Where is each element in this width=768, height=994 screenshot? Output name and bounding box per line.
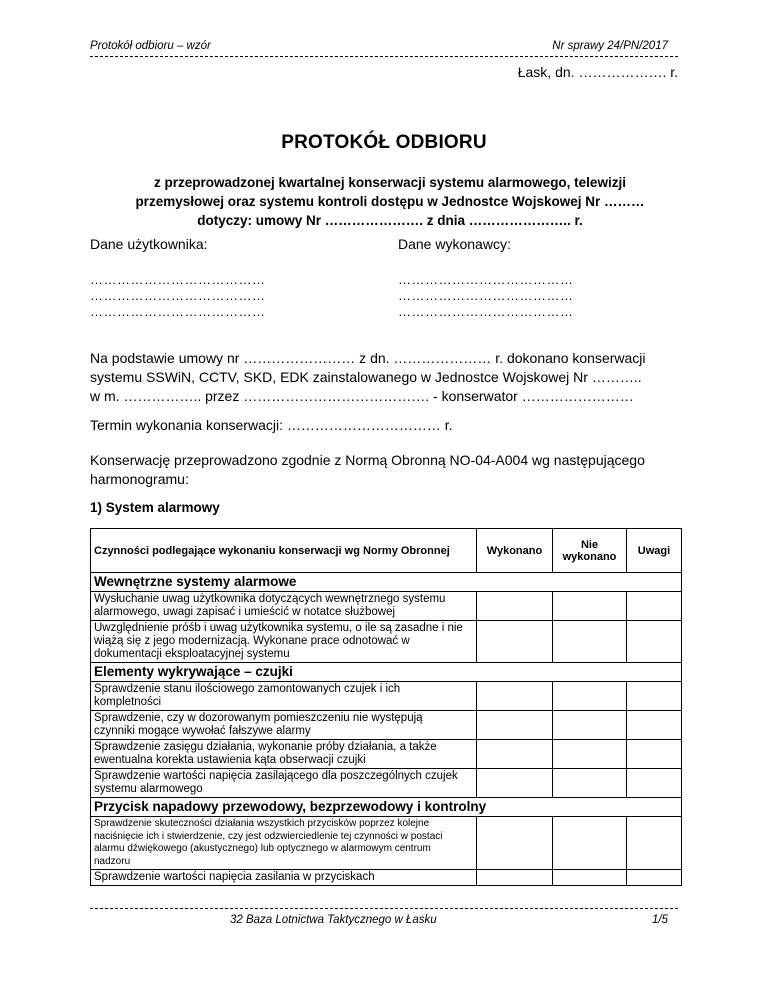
done-cell[interactable]: [477, 592, 553, 621]
done-column-header: Wykonano: [477, 529, 553, 573]
group-title: Przycisk napadowy przewodowy, bezprzewodowy i kontrolny: [91, 798, 682, 817]
contractor-data-fields: [398, 272, 574, 320]
activity-text-line: Wysłuchanie uwag użytkownika dotyczących wewnętrznego systemu: [94, 593, 446, 605]
activity-text-line: naciśnięcie ich i stwierdzenie, czy jest odzwierciedlenie tej czynności w postaci: [94, 830, 443, 842]
done-cell[interactable]: [477, 740, 553, 769]
contractor-data-line: …………………………………: [398, 288, 574, 303]
activity-text-line: alarmu dźwiękowego (akustycznego) lub optycznego w alarmowym centrum: [94, 843, 431, 854]
user-data-line: …………………………………: [90, 288, 266, 303]
table-row: [91, 740, 682, 769]
footer-organization: 32 Baza Lotnictwa Taktycznego w Łasku: [230, 914, 437, 926]
not-done-cell[interactable]: [553, 769, 627, 798]
table-row: [91, 711, 682, 740]
basis-line-1: Na podstawie umowy nr …………………… z dn. ………………… r. dokonano konserwacji: [90, 350, 646, 366]
activity-text-line: Sprawdzenie skuteczności działania wszystkich przycisków poprzez kolejne: [94, 818, 430, 829]
activity-cell: [91, 740, 477, 769]
done-cell[interactable]: [477, 711, 553, 740]
table-row: [91, 817, 682, 870]
activity-text-line: Sprawdzenie wartości napięcia zasilania w przyciskach: [94, 871, 375, 883]
notes-cell[interactable]: [627, 711, 682, 740]
notes-cell[interactable]: [627, 682, 682, 711]
activity-cell: [91, 769, 477, 798]
subtitle-line-1: z przeprowadzonej kwartalnej konserwacji systemu alarmowego, telewizji: [154, 175, 626, 190]
activity-text-line: Uwzględnienie próśb i uwag użytkownika systemu, o ile są zasadne i nie: [94, 622, 463, 634]
not-done-cell[interactable]: [553, 711, 627, 740]
table-row: [91, 592, 682, 621]
notes-column-header: Uwagi: [627, 529, 682, 573]
group-row: [91, 663, 682, 682]
not-done-header-line: Nie: [580, 538, 599, 551]
activity-text-line: alarmowego, uwagi zapisać i umieścić w notatce służbowej: [94, 606, 396, 618]
activity-text-line: ewentualna korekta ustawienia kąta obserwacji czujki: [94, 754, 366, 766]
notes-cell[interactable]: [627, 621, 682, 663]
activity-cell: [91, 592, 477, 621]
notes-cell[interactable]: [627, 870, 682, 886]
done-cell[interactable]: [477, 682, 553, 711]
notes-cell[interactable]: [627, 769, 682, 798]
header-left: Protokół odbioru – wzór: [90, 40, 211, 52]
contractor-data-line: …………………………………: [398, 304, 574, 319]
notes-cell[interactable]: [627, 740, 682, 769]
basis-paragraph: [90, 349, 690, 406]
activity-text-line: nadzoru: [94, 855, 131, 867]
activity-text-line: kompletności: [94, 696, 162, 708]
table-row: [91, 621, 682, 663]
footer-page-number: 1/5: [652, 914, 668, 926]
subtitle-line-3: dotyczy: umowy Nr …………………. z dnia ………………….. r.: [197, 213, 583, 228]
activity-text-line: dokumentacji eksploatacyjnej systemu: [94, 648, 290, 660]
group-row: [91, 573, 682, 592]
activity-text-line: wiążą się z jego modernizacją. Wykonane prace odnotować w: [94, 635, 410, 647]
not-done-cell[interactable]: [553, 621, 627, 663]
contractor-data-label: Dane wykonawcy:: [398, 236, 511, 252]
section-title: 1) System alarmowy: [90, 500, 220, 515]
done-cell[interactable]: [477, 621, 553, 663]
header-divider: [90, 56, 678, 57]
not-done-cell[interactable]: [553, 592, 627, 621]
subtitle-line-2: przemysłowej oraz systemu kontroli dostępu w Jednostce Wojskowej Nr ………: [135, 194, 645, 209]
maintenance-table: [90, 528, 682, 886]
not-done-header-line: wykonano: [562, 550, 617, 563]
date-line: Łask, dn. ………………. r.: [517, 64, 678, 80]
group-title: Elementy wykrywające – czujki: [91, 663, 682, 682]
not-done-cell[interactable]: [553, 740, 627, 769]
user-data-label: Dane użytkownika:: [90, 236, 208, 252]
group-row: [91, 798, 682, 817]
activity-cell: [91, 817, 477, 870]
user-data-fields: [90, 272, 266, 320]
schedule-line-1: Konserwację przeprowadzono zgodnie z Normą Obronną NO-04-A004 wg następującego: [90, 452, 645, 468]
not-done-column-header: [553, 529, 627, 573]
done-cell[interactable]: [477, 769, 553, 798]
table-row: [91, 870, 682, 886]
activity-text-line: systemu alarmowego: [94, 783, 203, 795]
activities-column-header: Czynności podlegające wykonaniu konserwacji wg Normy Obronnej: [91, 529, 477, 573]
basis-line-2: systemu SSWiN, CCTV, SKD, EDK zainstalowanego w Jednostce Wojskowej Nr ………..: [90, 369, 642, 385]
document-title: PROTOKÓŁ ODBIORU: [281, 132, 487, 153]
footer-divider: [90, 908, 678, 909]
contractor-data-line: …………………………………: [398, 272, 574, 287]
group-title: Wewnętrzne systemy alarmowe: [91, 573, 682, 592]
activity-cell: [91, 870, 477, 886]
document-subtitle: [110, 173, 670, 230]
done-cell[interactable]: [477, 870, 553, 886]
user-data-line: …………………………………: [90, 272, 266, 287]
table-row: [91, 769, 682, 798]
schedule-paragraph: [90, 451, 690, 489]
header-right: Nr sprawy 24/PN/2017: [552, 40, 668, 52]
activity-cell: [91, 711, 477, 740]
basis-line-3: w m. …………….. przez …………………………………. - konserwator ……………………: [90, 388, 634, 404]
schedule-line-2: harmonogramu:: [90, 471, 189, 487]
activity-text-line: Sprawdzenie stanu ilościowego zamontowanych czujek i ich: [94, 683, 401, 695]
not-done-cell[interactable]: [553, 682, 627, 711]
activity-cell: [91, 682, 477, 711]
term-paragraph: Termin wykonania konserwacji: …………………………… r.: [90, 417, 453, 433]
user-data-line: …………………………………: [90, 304, 266, 319]
done-cell[interactable]: [477, 817, 553, 870]
notes-cell[interactable]: [627, 592, 682, 621]
activity-text-line: czynniki mogące wywołać fałszywe alarmy: [94, 725, 311, 737]
notes-cell[interactable]: [627, 817, 682, 870]
activity-text-line: Sprawdzenie wartości napięcia zasilającego dla poszczególnych czujek: [94, 770, 458, 782]
activity-text-line: Sprawdzenie zasięgu działania, wykonanie próby działania, a także: [94, 741, 437, 753]
table-header-row: [91, 529, 682, 573]
not-done-cell[interactable]: [553, 870, 627, 886]
activity-cell: [91, 621, 477, 663]
table-row: [91, 682, 682, 711]
activity-text-line: Sprawdzenie, czy w dozorowanym pomieszczeniu nie występują: [94, 712, 423, 724]
not-done-cell[interactable]: [553, 817, 627, 870]
